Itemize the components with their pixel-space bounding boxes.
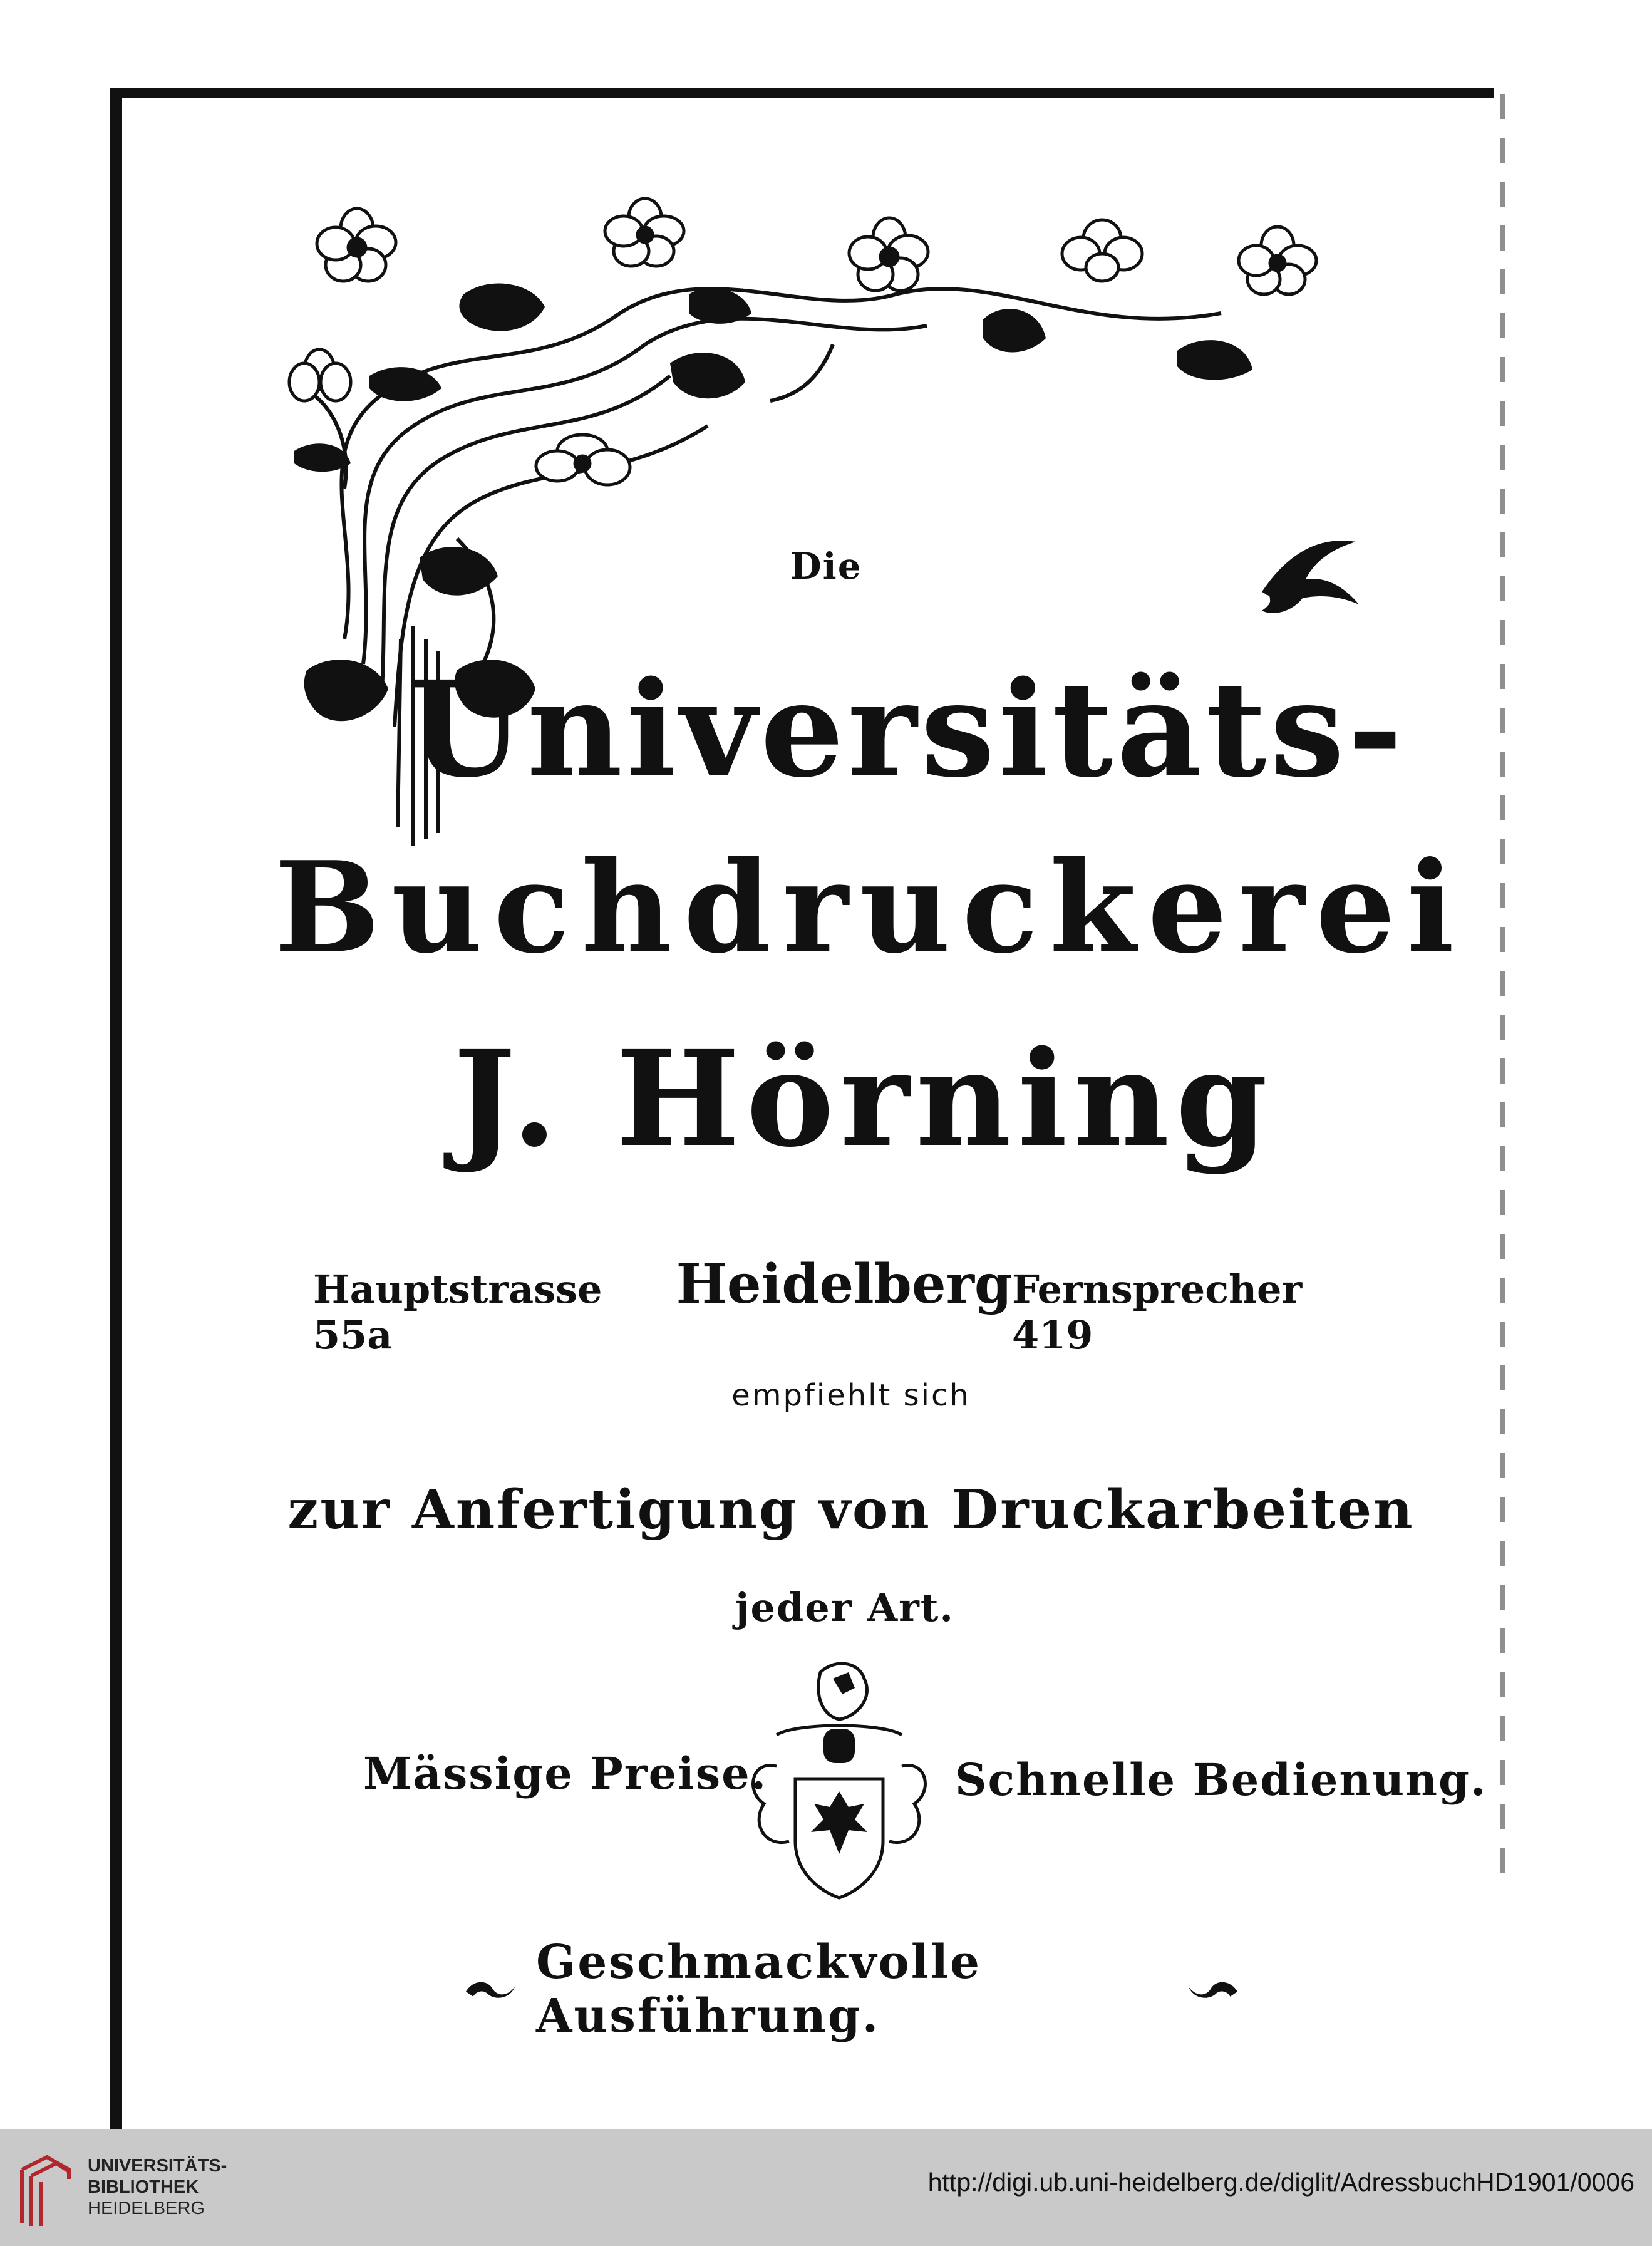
library-line-3: HEIDELBERG xyxy=(88,2198,205,2218)
coat-of-arms-icon xyxy=(739,1660,939,1904)
city-name: Heidelberg xyxy=(676,1253,1013,1316)
right-flourish-icon xyxy=(1186,1974,1240,2005)
address-line xyxy=(313,1253,1378,1358)
library-name xyxy=(88,2155,227,2219)
slogan-execution: Geschmackvolle Ausführung. xyxy=(536,1935,982,2043)
source-url-link[interactable]: http://digi.ub.uni-heidelberg.de/diglit/AdressbuchHD1901/0006 xyxy=(927,2168,1634,2197)
street-address: Hauptstrasse 55a xyxy=(313,1266,602,1358)
phone-number: Fernsprecher 419 xyxy=(1012,1266,1303,1358)
word-die: Die xyxy=(790,545,862,587)
left-flourish-icon xyxy=(463,1974,517,2005)
kind-text: jeder Art. xyxy=(735,1585,954,1630)
title-buchdruckerei: Buchdruckerei xyxy=(274,834,1466,981)
service-text: zur Anfertigung von Druckarbeiten xyxy=(287,1478,1415,1541)
footer-bar xyxy=(0,2129,1652,2246)
bottom-slogan-row xyxy=(463,1935,1240,2043)
library-line-2: BIBLIOTHEK xyxy=(88,2177,199,2197)
library-line-1: UNIVERSITÄTS- xyxy=(88,2156,227,2176)
slogan-service: Schnelle Bedienung. xyxy=(955,1754,1487,1806)
title-hoerning: J. Hörning xyxy=(453,1022,1274,1176)
title-universitaets: Universitäts- xyxy=(408,652,1407,807)
recommend-text: empfiehlt sich xyxy=(731,1378,971,1413)
slogan-prices: Mässige Preise. xyxy=(363,1747,768,1799)
library-logo-icon xyxy=(13,2154,75,2229)
